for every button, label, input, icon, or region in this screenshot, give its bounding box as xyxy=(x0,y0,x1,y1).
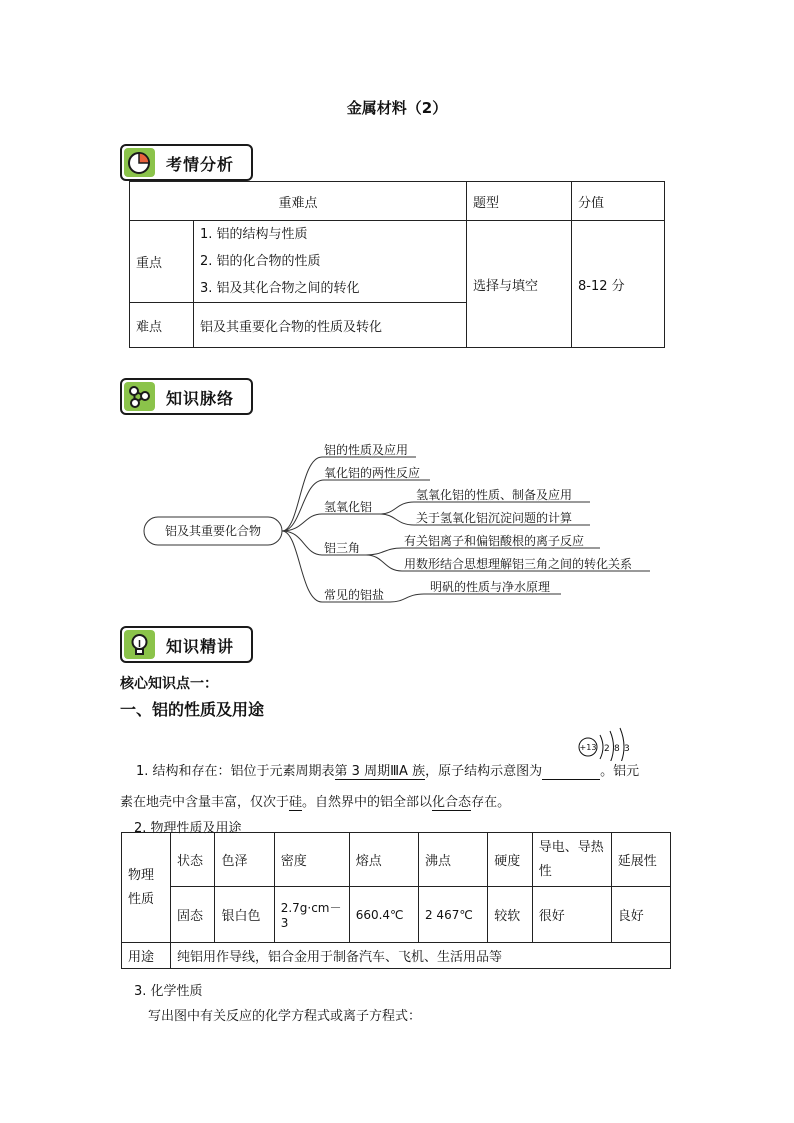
item1-text: 存在。 xyxy=(471,795,511,810)
use-label: 用途 xyxy=(122,943,171,969)
atom-shell: 3 xyxy=(624,744,630,754)
phys-value: 较软 xyxy=(488,887,532,943)
section-banner-exam xyxy=(120,144,253,181)
core-heading: 核心知识点一： xyxy=(120,676,218,692)
phys-header: 延展性 xyxy=(611,833,670,887)
use-text: 纯铝用作导线，铝合金用于制备汽车、飞机、生活用品等 xyxy=(171,943,671,969)
difficult-label: 难点 xyxy=(130,303,194,348)
item1-text: 素在地壳中含量丰富，仅次于 xyxy=(120,795,290,810)
atom-nucleus: +13 xyxy=(579,743,597,752)
mindmap-leaf: 用数形结合思想理解铝三角之间的转化关系 xyxy=(404,557,633,571)
page-title: 金属材料（2） xyxy=(346,99,448,117)
header-question-type: 题型 xyxy=(467,182,572,221)
network-icon xyxy=(124,382,155,411)
phys-row-label: 物理性质 xyxy=(122,833,171,943)
item1-combined-answer: 化合态 xyxy=(432,795,472,810)
score: 8-12 分 xyxy=(572,221,665,348)
phys-value: 固态 xyxy=(171,887,215,943)
key-label: 重点 xyxy=(130,221,194,303)
phys-header: 状态 xyxy=(171,833,215,887)
mindmap-branch: 铝三角 xyxy=(324,541,361,555)
phys-value: 良好 xyxy=(611,887,670,943)
item1-line1 xyxy=(136,760,639,780)
phys-header: 硬度 xyxy=(488,833,532,887)
phys-header: 色泽 xyxy=(215,833,274,887)
phys-header: 熔点 xyxy=(349,833,418,887)
phys-header: 导电、导热性 xyxy=(532,833,611,887)
phys-value: 660.4℃ xyxy=(349,887,418,943)
item1-line2 xyxy=(120,791,510,810)
mindmap-leaf: 关于氢氧化铝沉淀问题的计算 xyxy=(416,511,573,525)
mind-map xyxy=(0,430,794,610)
item1-text: 1. 结构和存在：铝位于元素周期表 xyxy=(136,764,335,779)
item3-description: 写出图中有关反应的化学方程式或离子方程式： xyxy=(148,1009,422,1024)
item1-text: 。自然界中的铝全部以 xyxy=(302,795,433,810)
question-type: 选择与填空 xyxy=(467,221,572,348)
item1-text: ，原子结构示意图为 xyxy=(425,764,543,779)
section-title-exam: 考情分析 xyxy=(166,155,235,174)
lightbulb-icon xyxy=(124,630,155,659)
key-item: 3. 铝及其化合物之间的转化 xyxy=(200,281,360,296)
section-title-detail: 知识精讲 xyxy=(166,637,235,656)
exam-table xyxy=(129,181,665,348)
item1-text: 。铝元 xyxy=(600,764,640,779)
mindmap-branch: 氧化铝的两性反应 xyxy=(324,466,421,480)
phys-value: 2.7g·cm－3 xyxy=(274,887,349,943)
key-item: 1. 铝的结构与性质 xyxy=(200,227,308,242)
mindmap-root: 铝及其重要化合物 xyxy=(164,524,262,538)
phys-value: 2 467℃ xyxy=(418,887,487,943)
phys-header: 密度 xyxy=(274,833,349,887)
header-score: 分值 xyxy=(572,182,665,221)
section-banner-map xyxy=(120,378,253,415)
atom-shell: 2 xyxy=(604,744,610,754)
mindmap-branch: 氢氧化铝 xyxy=(324,500,373,514)
physical-properties-table xyxy=(121,832,671,969)
mindmap-branch: 铝的性质及应用 xyxy=(324,443,409,457)
section-title-map: 知识脉络 xyxy=(166,389,235,408)
section-banner-detail xyxy=(120,626,253,663)
difficult-item: 铝及其重要化合物的性质及转化 xyxy=(194,303,467,348)
item2-heading: 2. 物理性质及用途 xyxy=(134,821,242,836)
mindmap-leaf: 有关铝离子和偏铝酸根的离子反应 xyxy=(404,534,585,548)
item1-period-answer: 第 3 周期ⅢA 族 xyxy=(334,764,426,779)
item1-si-answer: 硅 xyxy=(289,795,303,810)
item3-heading: 3. 化学性质 xyxy=(134,984,203,999)
key-items xyxy=(194,221,467,303)
phys-value: 很好 xyxy=(532,887,611,943)
mindmap-branch: 常见的铝盐 xyxy=(324,588,385,602)
phys-value: 银白色 xyxy=(215,887,274,943)
header-difficulty: 重难点 xyxy=(130,182,467,221)
key-item: 2. 铝的化合物的性质 xyxy=(200,254,321,269)
mindmap-leaf: 明矾的性质与净水原理 xyxy=(430,580,551,594)
pie-chart-icon xyxy=(124,148,155,177)
mindmap-leaf: 氢氧化铝的性质、制备及应用 xyxy=(416,488,573,502)
atom-shell: 8 xyxy=(614,744,620,754)
atom-structure-blank xyxy=(542,765,600,780)
phys-header: 沸点 xyxy=(418,833,487,887)
core-subheading: 一、铝的性质及用途 xyxy=(120,700,265,719)
atom-structure-diagram xyxy=(574,727,634,761)
